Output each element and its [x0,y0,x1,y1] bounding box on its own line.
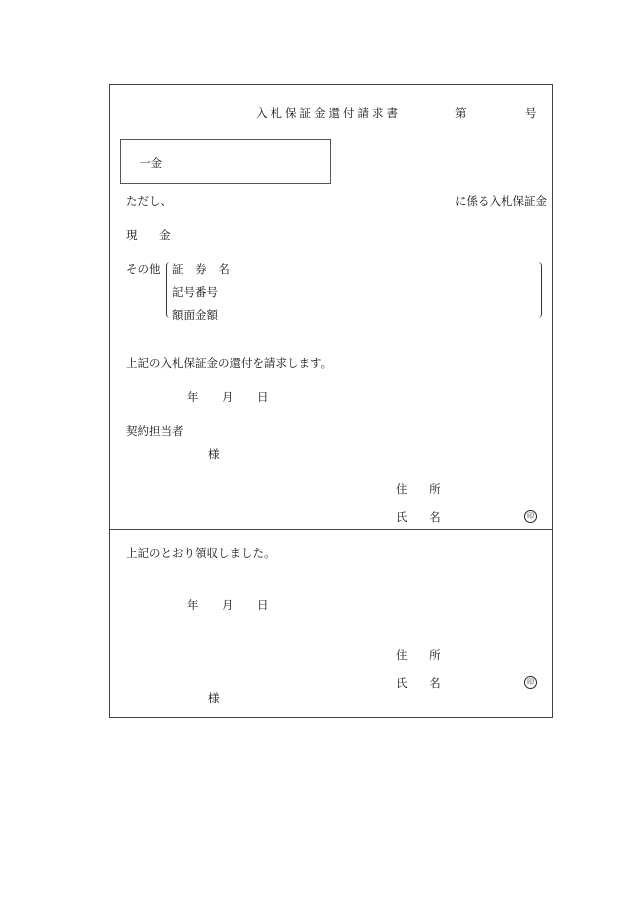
other-label: その他 [126,262,161,276]
face-value-label: 額面金額 [172,308,218,322]
number-prefix: 第 [455,106,467,120]
cash-label: 現 金 [126,228,180,242]
receipt-statement: 上記のとおり領収しました。 [126,546,276,560]
receipt-address-label: 住 所 [396,648,450,662]
right-bracket [537,262,542,318]
receipt-name-label: 氏 名 [396,676,450,690]
proviso-label: ただし、 [126,194,172,208]
section-divider [109,529,553,530]
left-bracket [166,262,171,318]
receipt-seal-icon: 印 [524,676,537,689]
month-label: 月 [222,390,234,404]
receipt-day-label: 日 [257,598,269,612]
receipt-month-label: 月 [222,598,234,612]
request-statement: 上記の入札保証金の還付を請求します。 [126,356,333,370]
day-label: 日 [257,390,269,404]
contract-officer-label: 契約担当者 [126,424,184,438]
receipt-year-label: 年 [187,598,199,612]
seal-icon: 印 [524,510,537,523]
serial-number-label: 記号番号 [172,285,218,299]
proviso-suffix: に係る入札保証金 [455,194,547,208]
form-title: 入札保証金還付請求書 [256,106,401,120]
name-label: 氏 名 [396,510,450,524]
honorific-label: 様 [208,447,220,461]
securities-name-label: 証 券 名 [172,262,234,276]
year-label: 年 [187,390,199,404]
address-label: 住 所 [396,482,450,496]
number-suffix: 号 [525,106,537,120]
amount-label: 一金 [139,156,162,170]
receipt-honorific-label: 様 [208,691,220,705]
